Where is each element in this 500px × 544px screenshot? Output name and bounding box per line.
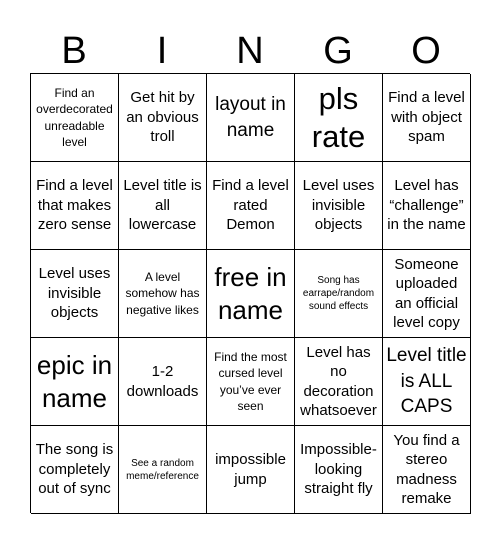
bingo-cell[interactable] xyxy=(31,338,119,426)
cell-label: Find the most cursed level you’ve ever seen xyxy=(214,350,287,413)
header-letter-i: I xyxy=(156,30,168,72)
cell-label: Song has earrape/random sound effects xyxy=(302,275,375,312)
bingo-cell[interactable] xyxy=(119,74,207,162)
bingo-cell[interactable] xyxy=(119,250,207,338)
header-letter-g: G xyxy=(323,30,353,72)
bingo-cell[interactable] xyxy=(295,162,383,250)
cell-label: Find an overdecorated unreadable level xyxy=(36,86,113,149)
bingo-cell[interactable] xyxy=(119,162,207,250)
bingo-cell[interactable] xyxy=(207,74,295,162)
bingo-cell[interactable] xyxy=(207,162,295,250)
bingo-cell[interactable] xyxy=(295,426,383,514)
cell-label: Level title is ALL CAPS xyxy=(386,345,467,418)
cell-label: Get hit by an obvious troll xyxy=(126,89,199,146)
cell-label: layout in name xyxy=(215,93,286,141)
header-letter-n: N xyxy=(236,30,264,72)
bingo-cell[interactable] xyxy=(31,74,119,162)
bingo-cell[interactable] xyxy=(383,74,471,162)
bingo-cell[interactable] xyxy=(295,338,383,426)
bingo-grid xyxy=(30,73,470,513)
cell-label: Level uses invisible objects xyxy=(38,265,111,322)
bingo-cell[interactable] xyxy=(383,250,471,338)
cell-label: 1-2 downloads xyxy=(126,363,199,400)
header-letter-o: O xyxy=(411,30,441,72)
bingo-cell[interactable] xyxy=(31,162,119,250)
cell-label: The song is completely out of sync xyxy=(35,441,114,498)
cell-label: Someone uploaded an official level copy xyxy=(393,255,460,331)
cell-label: Impossible-looking straight fly xyxy=(300,441,377,498)
cell-label: Level uses invisible objects xyxy=(302,177,375,234)
cell-label: Find a level with object spam xyxy=(388,89,465,146)
bingo-cell[interactable] xyxy=(207,250,295,338)
bingo-cell[interactable] xyxy=(119,338,207,426)
cell-label: impossible jump xyxy=(215,451,286,488)
cell-label: Find a level that makes zero sense xyxy=(36,177,113,234)
cell-label: Find a level rated Demon xyxy=(212,177,289,234)
cell-label: Level has “challenge” in the name xyxy=(387,177,466,234)
cell-label: See a random meme/reference xyxy=(126,457,199,482)
bingo-cell[interactable] xyxy=(207,426,295,514)
cell-label: A level somehow has negative likes xyxy=(125,270,200,317)
cell-label: You find a stereo madness remake xyxy=(393,431,460,507)
cell-label: Level title is all lowercase xyxy=(123,177,202,234)
bingo-cell[interactable] xyxy=(383,426,471,514)
bingo-cell[interactable] xyxy=(31,426,119,514)
bingo-cell[interactable] xyxy=(295,74,383,162)
bingo-cell[interactable] xyxy=(207,338,295,426)
cell-label: Level has no decoration whatsoever xyxy=(300,343,377,419)
cell-label: epic in name xyxy=(36,350,113,413)
cell-label: free in name xyxy=(214,262,287,325)
bingo-cell[interactable] xyxy=(383,338,471,426)
bingo-cell[interactable] xyxy=(31,250,119,338)
header-letter-b: B xyxy=(61,30,87,72)
bingo-cell[interactable] xyxy=(383,162,471,250)
bingo-cell[interactable] xyxy=(119,426,207,514)
cell-label: pls rate xyxy=(311,81,366,154)
bingo-header xyxy=(30,30,470,72)
bingo-cell[interactable] xyxy=(295,250,383,338)
